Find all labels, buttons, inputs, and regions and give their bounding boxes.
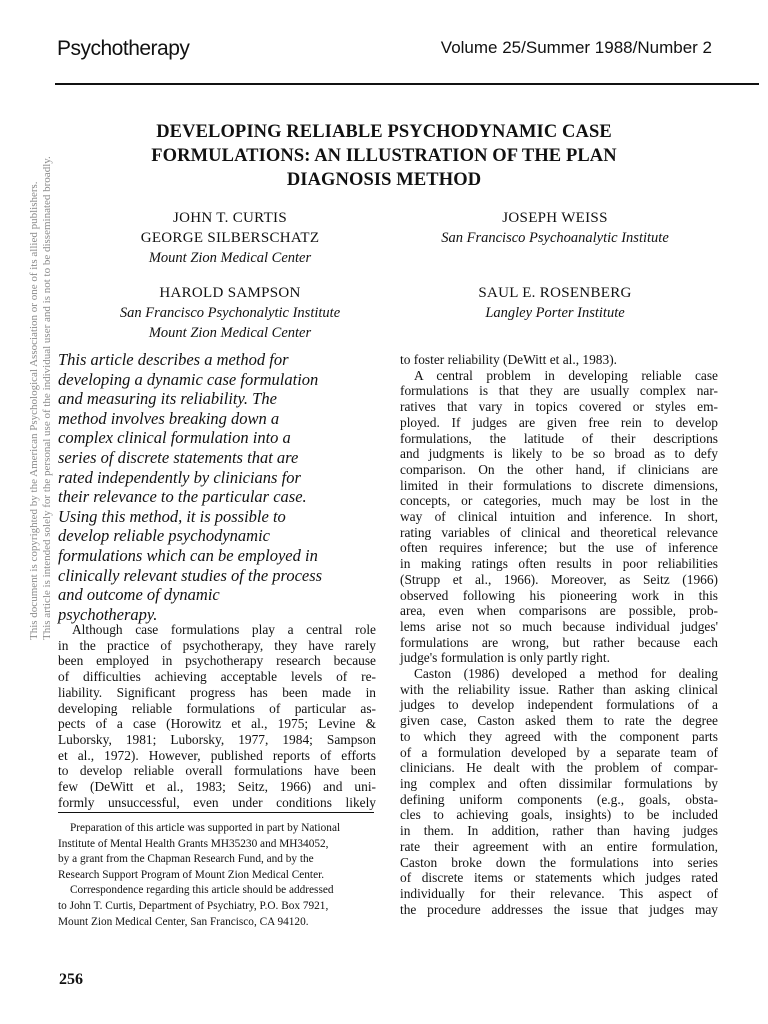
body-line: been employed in psychotherapy research because bbox=[58, 653, 376, 669]
author-affiliation: Langley Porter Institute bbox=[485, 305, 625, 321]
footnote-line: by a grant from the Chapman Research Fund, and by the bbox=[58, 853, 314, 866]
footnote-rule bbox=[58, 812, 374, 813]
body-line: few (DeWitt et al., 1983; Seitz, 1966) and uni- bbox=[58, 779, 376, 795]
body-line: ratives that vary in topics covered or styles em- bbox=[400, 399, 718, 415]
body-line: et al., 1972). However, published reports of efforts bbox=[58, 747, 376, 763]
title-line: FORMULATIONS: AN ILLUSTRATION OF THE PLAN bbox=[151, 146, 617, 166]
body-line: defining uniform components (e.g., goals, obsta- bbox=[400, 791, 718, 807]
body-line: and judgments is likely to be so broad as to defy bbox=[400, 446, 718, 462]
body-line: formulations is that they are usually complex nar- bbox=[400, 383, 718, 399]
body-line: A central problem in developing reliable case bbox=[414, 367, 718, 383]
author-name: HAROLD SAMPSON bbox=[159, 285, 301, 301]
author-block bbox=[405, 283, 705, 323]
footnote-line: Correspondence regarding this article should be addressed bbox=[70, 884, 334, 897]
abstract-line: series of discrete statements that are bbox=[58, 447, 299, 467]
body-line: liability. Significant progress has been made in bbox=[58, 684, 376, 700]
article-title bbox=[60, 120, 708, 192]
author-affiliation: Mount Zion Medical Center bbox=[148, 325, 312, 341]
body-line: formulations are wrong, but rather because each bbox=[400, 634, 718, 650]
body-line: (Strupp et al., 1966). Moreover, as Seitz (1966) bbox=[400, 571, 718, 587]
issue-info: Volume 25/Summer 1988/Number 2 bbox=[440, 38, 712, 57]
author-affiliation: San Francisco Psychoanalytic Institute bbox=[441, 230, 669, 246]
body-line: concepts, or categories, much may be lost in the bbox=[400, 493, 718, 509]
abstract-line: develop reliable psychodynamic bbox=[58, 526, 270, 546]
author-name: SAUL E. ROSENBERG bbox=[478, 285, 632, 301]
body-line: observed following his pioneering work in this bbox=[400, 587, 718, 603]
abstract-line: developing a dynamic case formulation bbox=[58, 369, 319, 389]
author-block bbox=[80, 283, 380, 343]
body-line: judge's formulation is only partly right. bbox=[400, 650, 610, 666]
body-line: comparison. On the other hand, if clinicians are bbox=[400, 461, 718, 477]
body-line: cles to achieving goals, insights) to be included bbox=[400, 807, 718, 823]
abstract bbox=[58, 350, 373, 624]
footnote-line: Research Support Program of Mount Zion Medical Center. bbox=[58, 868, 325, 881]
body-right-column bbox=[400, 352, 718, 917]
footnote bbox=[58, 821, 374, 930]
body-line: Luborsky, 1981; Luborsky, 1977, 1984; Sampson bbox=[58, 731, 376, 747]
body-line: limited in their formulations to discrete dimensions, bbox=[400, 477, 718, 493]
body-line: to which they agreed with the component parts bbox=[400, 728, 718, 744]
body-line: with the reliability issue. Rather than asking clinical bbox=[400, 681, 718, 697]
abstract-line: method involves breaking down a bbox=[58, 408, 280, 428]
copyright-notice bbox=[28, 156, 54, 640]
body-line: Caston broke down the formulations into series bbox=[400, 854, 718, 870]
body-line: to develop reliable overall formulations have been bbox=[58, 763, 376, 779]
body-line: the procedure addresses the issue that judges may bbox=[400, 901, 718, 917]
body-line: area, even when comparisons are possible, prob- bbox=[400, 603, 718, 619]
author-block bbox=[80, 208, 380, 268]
abstract-line: psychotherapy. bbox=[58, 604, 158, 624]
body-line: ployed. If judges are given free rein to develop bbox=[400, 414, 718, 430]
body-line: rating variables of clinical and theoretical relevance bbox=[400, 524, 718, 540]
header-rule bbox=[55, 83, 759, 85]
body-line: Caston (1986) developed a method for dealing bbox=[414, 666, 718, 682]
author-name: JOSEPH WEISS bbox=[502, 210, 608, 226]
abstract-line: and measuring its reliability. The bbox=[58, 389, 277, 409]
journal-name: Psychotherapy bbox=[57, 37, 190, 60]
author-block bbox=[405, 208, 705, 248]
body-line: formulations, the latitude of their descriptions bbox=[400, 430, 718, 446]
abstract-line: clinically relevant studies of the process bbox=[58, 565, 323, 585]
abstract-line: their relevance to the particular case. bbox=[58, 487, 307, 507]
abstract-line: formulations which can be employed in bbox=[58, 545, 318, 565]
author-name: JOHN T. CURTIS bbox=[172, 210, 287, 226]
author-name: GEORGE SILBERSCHATZ bbox=[140, 230, 320, 246]
body-line: Although case formulations play a central role bbox=[72, 622, 376, 637]
abstract-line: This article describes a method for bbox=[58, 350, 289, 369]
body-line: ing complex and often dissimilar formulations by bbox=[400, 775, 718, 791]
body-line: way of clinical intuition and inference. In short, bbox=[400, 509, 718, 525]
title-line: DEVELOPING RELIABLE PSYCHODYNAMIC CASE bbox=[156, 122, 612, 142]
body-line: clinicians. He dealt with the problem of compar- bbox=[400, 760, 718, 776]
copyright-line: This document is copyrighted by the American Psychological Association or one of its allied publishers. bbox=[28, 181, 40, 640]
body-line: of a formulation developed by a separate team of bbox=[400, 744, 718, 760]
body-line: in making ratings often results in poor reliabilities bbox=[400, 556, 718, 572]
footnote-line: Mount Zion Medical Center, San Francisco, CA 94120. bbox=[58, 915, 309, 928]
footnote-line: to John T. Curtis, Department of Psychiatry, P.O. Box 7921, bbox=[58, 899, 329, 912]
body-line: rate their agreement with an entire formulation, bbox=[400, 838, 718, 854]
body-line: judges to develop independent formulations of a bbox=[400, 697, 718, 713]
title-line: DIAGNOSIS METHOD bbox=[286, 170, 482, 190]
body-line: in them. In addition, rather than having judges bbox=[400, 823, 718, 839]
page-number: 256 bbox=[59, 971, 83, 988]
body-left-column bbox=[58, 622, 376, 810]
author-affiliation: Mount Zion Medical Center bbox=[148, 250, 312, 266]
body-line: lems arise not so much because individual judges' bbox=[400, 618, 718, 634]
body-line: individually for their relevance. This aspect of bbox=[400, 885, 718, 901]
abstract-line: and outcome of dynamic bbox=[58, 585, 220, 605]
body-line: developing reliable formulations of particular as- bbox=[58, 700, 376, 716]
copyright-line: This article is intended solely for the personal use of the individual user and is not to be disseminated broadly. bbox=[41, 156, 53, 640]
body-line: in the practice of psychotherapy, they have rarely bbox=[58, 637, 376, 653]
abstract-line: Using this method, it is possible to bbox=[58, 506, 286, 526]
author-affiliation: San Francisco Psychonalytic Institute bbox=[119, 305, 341, 321]
body-line: formly unsuccessful, even under conditions likely bbox=[58, 794, 376, 810]
body-line: pects of a case (Horowitz et al., 1975; Levine & bbox=[58, 716, 376, 732]
abstract-line: rated independently by clinicians for bbox=[58, 467, 301, 487]
body-line: of difficulties achieving acceptable levels of re- bbox=[58, 669, 376, 685]
footnote-line: Institute of Mental Health Grants MH35230 and MH34052, bbox=[58, 837, 329, 850]
footnote-line: Preparation of this article was supported in part by National bbox=[70, 822, 341, 834]
abstract-line: complex clinical formulation into a bbox=[58, 428, 291, 448]
body-line: of discrete items or statements which judges rated bbox=[400, 870, 718, 886]
body-line: to foster reliability (DeWitt et al., 1983). bbox=[400, 352, 617, 367]
body-line: given case, Caston asked them to rate the degree bbox=[400, 713, 718, 729]
body-line: often requires inference; but the use of inference bbox=[400, 540, 718, 556]
